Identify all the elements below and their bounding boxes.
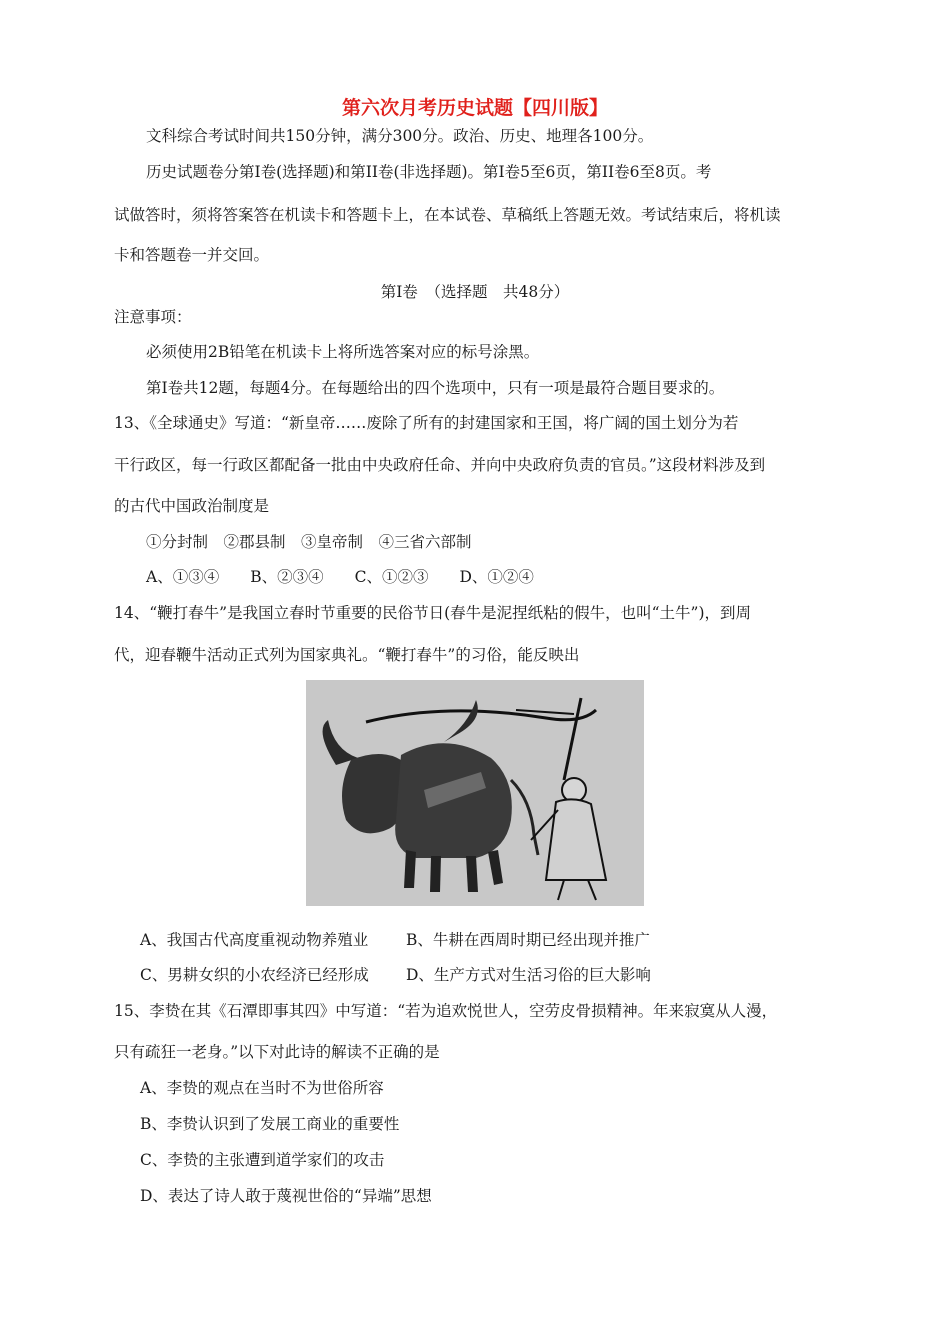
q13-line-2: 干行政区，每一行政区都配备一批由中央政府任命、并向中央政府负责的官员。”这段材料涉及到 — [114, 456, 766, 474]
notice-item-1: 必须使用2B铅笔在机读卡上将所选答案对应的标号涂黑。 — [146, 343, 540, 361]
spring-ox-illustration — [306, 680, 644, 906]
q13-options: A、①③④ B、②③④ C、①②③ D、①②④ — [146, 568, 534, 586]
intro-line-2: 历史试题卷分第Ⅰ卷(选择题)和第II卷(非选择题)。第Ⅰ卷5至6页，第II卷6至8页。考 — [146, 163, 712, 181]
notice-label: 注意事项： — [114, 308, 192, 326]
intro-line-4: 卡和答题卷一并交回。 — [114, 246, 270, 264]
q14-option-a: A、我国古代高度重视动物养殖业 — [140, 931, 369, 949]
q14-option-b: B、牛耕在西周时期已经出现并推广 — [406, 931, 650, 949]
notice-item-2: 第Ⅰ卷共12题，每题4分。在每题给出的四个选项中，只有一项是最符合题目要求的。 — [146, 379, 725, 397]
q13-items: ①分封制 ②郡县制 ③皇帝制 ④三省六部制 — [146, 533, 472, 551]
q15-option-b: B、李贽认识到了发展工商业的重要性 — [140, 1115, 400, 1133]
exam-title: 第六次月考历史试题【四川版】 — [341, 97, 608, 119]
intro-line-1: 文科综合考试时间共150分钟，满分300分。政治、历史、地理各100分。 — [146, 127, 654, 145]
q14-line-2: 代，迎春鞭牛活动正式列为国家典礼。“鞭打春牛”的习俗，能反映出 — [114, 646, 580, 664]
q15-option-a: A、李贽的观点在当时不为世俗所容 — [140, 1079, 384, 1097]
q14-option-d: D、生产方式对生活习俗的巨大影响 — [406, 966, 651, 984]
q15-line-2: 只有疏狂一老身。”以下对此诗的解读不正确的是 — [114, 1043, 440, 1061]
q13-line-3: 的古代中国政治制度是 — [114, 497, 270, 515]
section-heading: 第Ⅰ卷 （选择题 共48分） — [380, 283, 570, 301]
q14-option-c: C、男耕女织的小农经济已经形成 — [140, 966, 369, 984]
intro-line-3: 试做答时，须将答案答在机读卡和答题卡上，在本试卷、草稿纸上答题无效。考试结束后，将机读 — [114, 206, 781, 224]
q14-line-1: 14、“鞭打春牛”是我国立春时节重要的民俗节日(春牛是泥捏纸粘的假牛，也叫“土牛”)，到周 — [114, 604, 752, 622]
ox-whipping-drawing — [306, 680, 644, 906]
q15-option-c: C、李贽的主张遭到道学家们的攻击 — [140, 1151, 385, 1169]
q15-option-d: D、表达了诗人敢于蔑视世俗的“异端”思想 — [140, 1187, 432, 1205]
q13-line-1: 13、《全球通史》写道：“新皇帝……废除了所有的封建国家和王国，将广阔的国土划分为若 — [114, 414, 739, 432]
q15-line-1: 15、李贽在其《石潭即事其四》中写道：“若为追欢悦世人，空劳皮骨损精神。年来寂寞从人漫， — [114, 1002, 778, 1020]
